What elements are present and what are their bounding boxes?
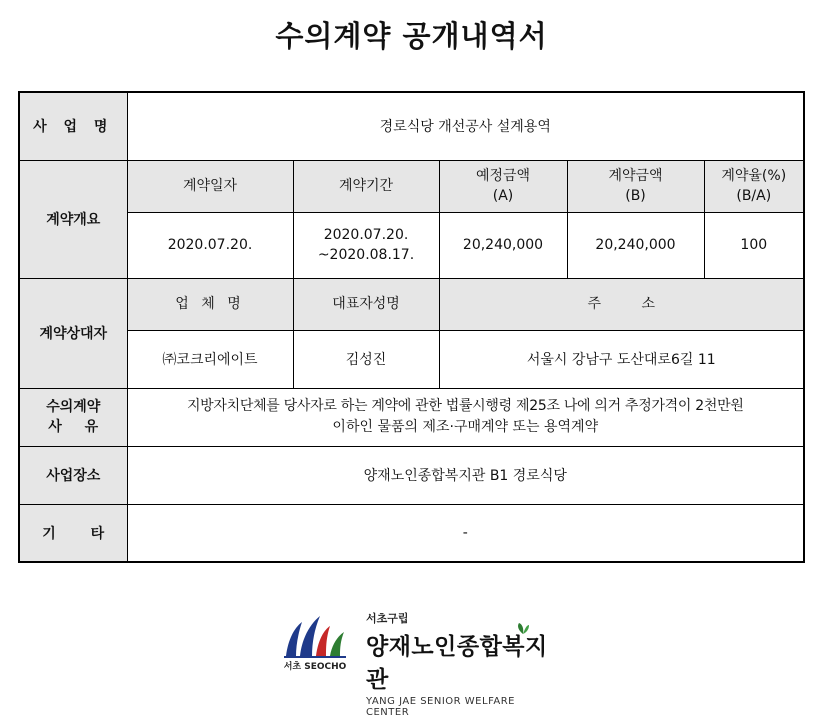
overview-header-date	[127, 160, 293, 212]
company-header: 업 체 명	[127, 278, 293, 330]
contract-period	[293, 212, 439, 278]
business-value: 경로식당 개선공사 설계용역	[127, 92, 804, 160]
address-header: 주 소	[439, 278, 804, 330]
page-title: 수의계약 공개내역서	[275, 19, 548, 53]
contract-date: 2020.07.20.	[127, 212, 293, 278]
reason-text	[127, 388, 804, 446]
reason-label	[19, 388, 127, 446]
emblem-text: 서초 SEOCHO	[283, 662, 347, 672]
reason-line1: 지방자치단체를 당사자로 하는 계약에 관한 법률시행령 제25조 나에 의거 추정가격이 2천만원	[186, 398, 744, 414]
business-row	[19, 92, 804, 160]
overview-value-row	[19, 212, 804, 278]
etc-value: -	[127, 504, 804, 562]
header-text: 계약금액	[608, 168, 663, 184]
reason-label-line2: 사 유	[48, 419, 99, 435]
etc-row	[19, 504, 804, 562]
overview-header-rate	[704, 160, 804, 212]
header-text: 계약일자	[182, 178, 238, 194]
header-text: 예정금액	[475, 168, 531, 184]
overview-header-period	[293, 160, 439, 212]
counterparty-value-row	[19, 330, 804, 388]
period-end: ~2020.08.17.	[317, 247, 415, 263]
header-text: 계약율(%)	[721, 168, 787, 184]
logo-english: YANG JAE SENIOR WELFARE CENTER	[366, 696, 516, 718]
counterparty-label: 계약상대자	[19, 278, 127, 388]
location-row	[19, 446, 804, 504]
company-address: 서울시 강남구 도산대로6길 11	[439, 330, 804, 388]
overview-label: 계약개요	[19, 160, 127, 278]
header-subtext: (B/A)	[736, 188, 772, 204]
counterparty-header-row	[19, 278, 804, 330]
location-label: 사업장소	[19, 446, 127, 504]
location-value: 양재노인종합복지관 B1 경로식당	[127, 446, 804, 504]
contract-amount: 20,240,000	[567, 212, 704, 278]
business-label: 사 업 명	[19, 92, 127, 160]
logo-sub: 서초구립	[366, 612, 409, 625]
logo-main: 양재노인종합복지관	[366, 634, 548, 693]
overview-header-contract	[567, 160, 704, 212]
period-start: 2020.07.20.	[323, 227, 409, 243]
contract-table	[18, 91, 805, 563]
reason-label-line1: 수의계약	[46, 399, 101, 415]
contract-rate: 100	[704, 212, 804, 278]
rep-header: 대표자성명	[293, 278, 439, 330]
overview-header-row	[19, 160, 804, 212]
overview-header-estimated	[439, 160, 567, 212]
reason-row	[19, 388, 804, 446]
representative-name: 김성진	[293, 330, 439, 388]
leaf-icon	[516, 622, 530, 634]
welfare-center-logo	[280, 610, 550, 718]
estimated-amount: 20,240,000	[439, 212, 567, 278]
etc-label: 기 타	[19, 504, 127, 562]
header-text: 계약기간	[338, 178, 394, 194]
company-name: ㈜코크리에이트	[127, 330, 293, 388]
header-subtext: (A)	[492, 188, 514, 204]
header-subtext: (B)	[625, 188, 646, 204]
reason-line2: 이하인 물품의 제조·구매계약 또는 용역계약	[332, 419, 599, 435]
seocho-emblem-icon	[280, 610, 360, 672]
